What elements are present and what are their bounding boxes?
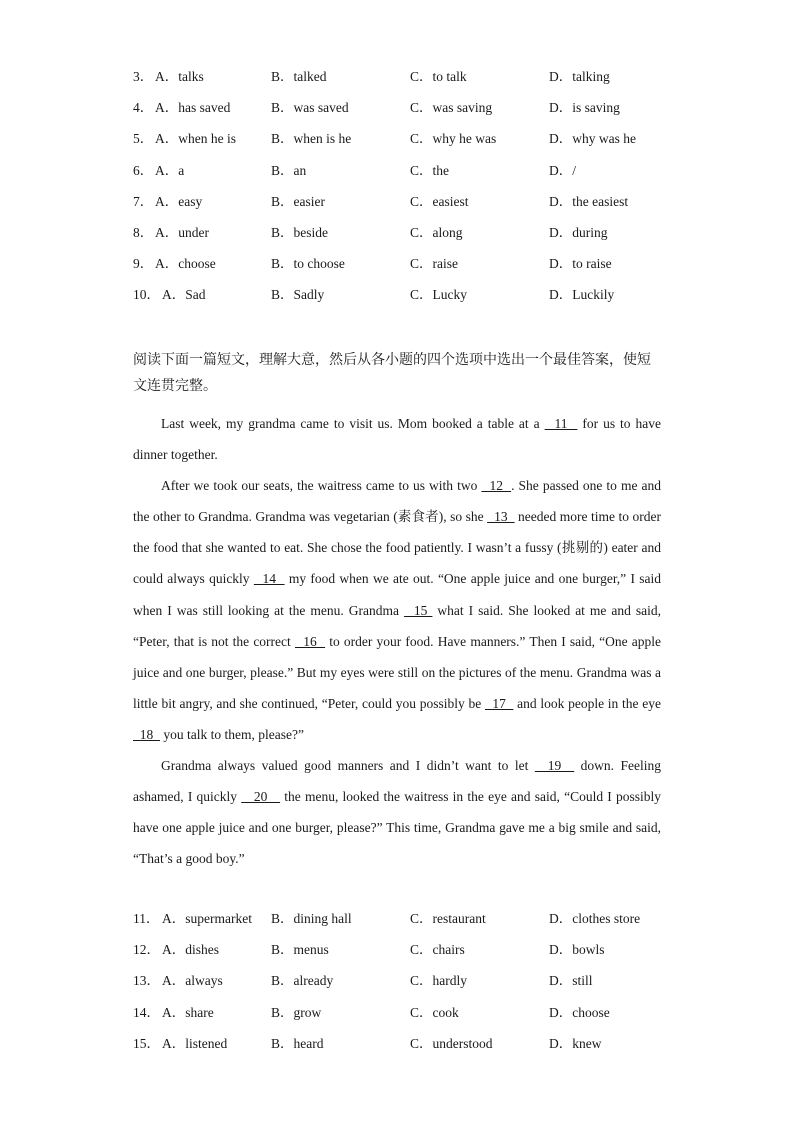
question-5 xyxy=(133,131,663,162)
question-12 xyxy=(133,942,663,973)
question-list-part1 xyxy=(133,69,663,319)
question-7 xyxy=(133,194,663,225)
blank-12: 12 xyxy=(481,478,512,494)
option-d: D．bowls xyxy=(549,942,605,958)
passage-text: the menu, looked the waitress in the eye and said, “Could I possibly have one apple juice and one burger, please?” This time, Grandma gave me a big smile and said, “That’s a good boy.” xyxy=(133,789,662,867)
option-d: D．during xyxy=(549,224,608,240)
question-number: 9． xyxy=(133,256,154,272)
option-b: B．grow xyxy=(271,1004,322,1020)
option-a: A．easy xyxy=(155,193,203,209)
option-c: C．restaurant xyxy=(410,911,486,926)
option-c: C．the xyxy=(410,162,449,178)
cloze-passage xyxy=(133,408,661,874)
option-d: D．the easiest xyxy=(549,193,629,209)
passage-text: Grandma always valued good manners and I didn’t want to let xyxy=(161,758,535,774)
question-number: 13． xyxy=(133,973,160,989)
question-8 xyxy=(133,225,663,256)
option-b: B．when is he xyxy=(271,131,352,147)
blank-20: 20 xyxy=(241,789,281,805)
option-b: B．was saved xyxy=(271,100,349,116)
passage-text: down. Feeling ashamed, I quickly xyxy=(133,758,661,805)
passage-text: what I said. She looked at me and said, “Peter, that is not the correct xyxy=(133,602,662,649)
paragraph-1 xyxy=(133,408,661,470)
blank-14: 14 xyxy=(253,571,285,587)
passage-text: needed more time to order the food that she wanted to eat. She chose the food patiently. I wasn’t a fussy (挑剔的) eater and could always quickly xyxy=(133,509,661,587)
passage-text: my food when we ate out. “One apple juice and one burger,” I said when I was still looking at the menu. Grandma xyxy=(133,571,661,618)
option-d: D．/ xyxy=(549,162,576,178)
question-number: 12． xyxy=(133,942,160,958)
option-a: A．has saved xyxy=(155,100,231,116)
option-a: A．dishes xyxy=(162,942,219,958)
option-d: D．still xyxy=(549,973,593,989)
option-d: D．knew xyxy=(549,1035,602,1051)
option-c: C．why he was xyxy=(410,131,497,147)
option-c: C．was saving xyxy=(410,100,493,116)
passage-text: to order your food. Have manners.” Then I said, “One apple juice and one burger, please.” But my eyes were still on the pictures of the menu. Grandma was a little bit angry, and she continued, “Peter, could you possibly be xyxy=(133,633,662,711)
option-d: D．Luckily xyxy=(549,287,615,303)
question-list-part2 xyxy=(133,911,663,1067)
option-d: D．to raise xyxy=(549,256,612,272)
question-number: 3． xyxy=(133,69,154,84)
blank-13: 13 xyxy=(487,509,515,525)
option-c: C．along xyxy=(410,224,463,240)
option-b: B．heard xyxy=(271,1035,324,1051)
question-number: 15． xyxy=(133,1035,160,1051)
option-c: C．Lucky xyxy=(410,287,467,303)
passage-text: . She passed one to me and the other to Grandma. Grandma was vegetarian (素食者), so she xyxy=(133,478,662,525)
option-b: B．beside xyxy=(271,224,328,240)
reading-instruction: 阅读下面一篇短文，理解大意，然后从各小题的四个选项中选出一个最佳答案，使短文连贯完整。 xyxy=(133,353,651,394)
question-number: 4． xyxy=(133,100,154,116)
option-b: B．dining hall xyxy=(271,911,352,926)
question-15 xyxy=(133,1036,663,1067)
blank-15: 15 xyxy=(403,602,433,618)
paragraph-2 xyxy=(133,470,661,750)
option-c: C．hardly xyxy=(410,973,467,989)
passage-text: After we took our seats, the waitress came to us with two xyxy=(161,478,482,494)
option-c: C．understood xyxy=(410,1035,493,1051)
question-number: 6． xyxy=(133,162,154,178)
option-d: D．talking xyxy=(549,69,610,84)
question-number: 10． xyxy=(133,287,160,303)
question-number: 8． xyxy=(133,224,154,240)
option-c: C．chairs xyxy=(410,942,465,958)
option-b: B．Sadly xyxy=(271,287,325,303)
question-4 xyxy=(133,100,663,131)
passage-text: Last week, my grandma came to visit us. Mom booked a table at a xyxy=(161,416,545,431)
option-a: A．a xyxy=(155,162,185,178)
option-a: A．choose xyxy=(155,256,216,272)
blank-11: 11 xyxy=(544,416,578,431)
question-10 xyxy=(133,287,663,318)
option-d: D．clothes store xyxy=(549,911,641,926)
passage-text: you talk to them, please?” xyxy=(160,726,304,742)
option-d: D．is saving xyxy=(549,100,620,116)
option-a: A．always xyxy=(162,973,223,989)
question-number: 5． xyxy=(133,131,154,147)
question-3 xyxy=(133,69,663,100)
blank-16: 16 xyxy=(294,633,326,649)
option-a: A．listened xyxy=(162,1035,228,1051)
option-a: A．share xyxy=(162,1004,214,1020)
option-b: B．an xyxy=(271,162,307,178)
option-c: C．easiest xyxy=(410,193,469,209)
option-d: D．why was he xyxy=(549,131,636,147)
option-a: A．when he is xyxy=(155,131,236,147)
question-number: 14． xyxy=(133,1004,160,1020)
option-b: B．talked xyxy=(271,69,327,84)
passage-text: for us to have dinner together. xyxy=(133,416,662,463)
option-a: A．under xyxy=(155,224,209,240)
option-a: A．Sad xyxy=(162,287,206,303)
passage-text: and look people in the eye xyxy=(513,695,661,711)
question-6 xyxy=(133,163,663,194)
option-a: A．talks xyxy=(155,69,204,84)
option-b: B．to choose xyxy=(271,256,345,272)
blank-17: 17 xyxy=(484,695,514,711)
option-a: A．supermarket xyxy=(162,911,252,926)
question-9 xyxy=(133,256,663,287)
option-b: B．menus xyxy=(271,942,329,958)
question-11 xyxy=(133,911,663,942)
blank-19: 19 xyxy=(534,758,575,774)
option-c: C．cook xyxy=(410,1004,459,1020)
option-d: D．choose xyxy=(549,1004,610,1020)
paragraph-3 xyxy=(133,750,661,874)
blank-18: 18 xyxy=(133,726,160,742)
option-b: B．already xyxy=(271,973,334,989)
question-13 xyxy=(133,973,663,1004)
option-c: C．to talk xyxy=(410,69,467,84)
question-number: 7． xyxy=(133,193,154,209)
question-14 xyxy=(133,1005,663,1036)
option-c: C．raise xyxy=(410,256,458,272)
option-b: B．easier xyxy=(271,193,325,209)
question-number: 11． xyxy=(133,911,160,926)
